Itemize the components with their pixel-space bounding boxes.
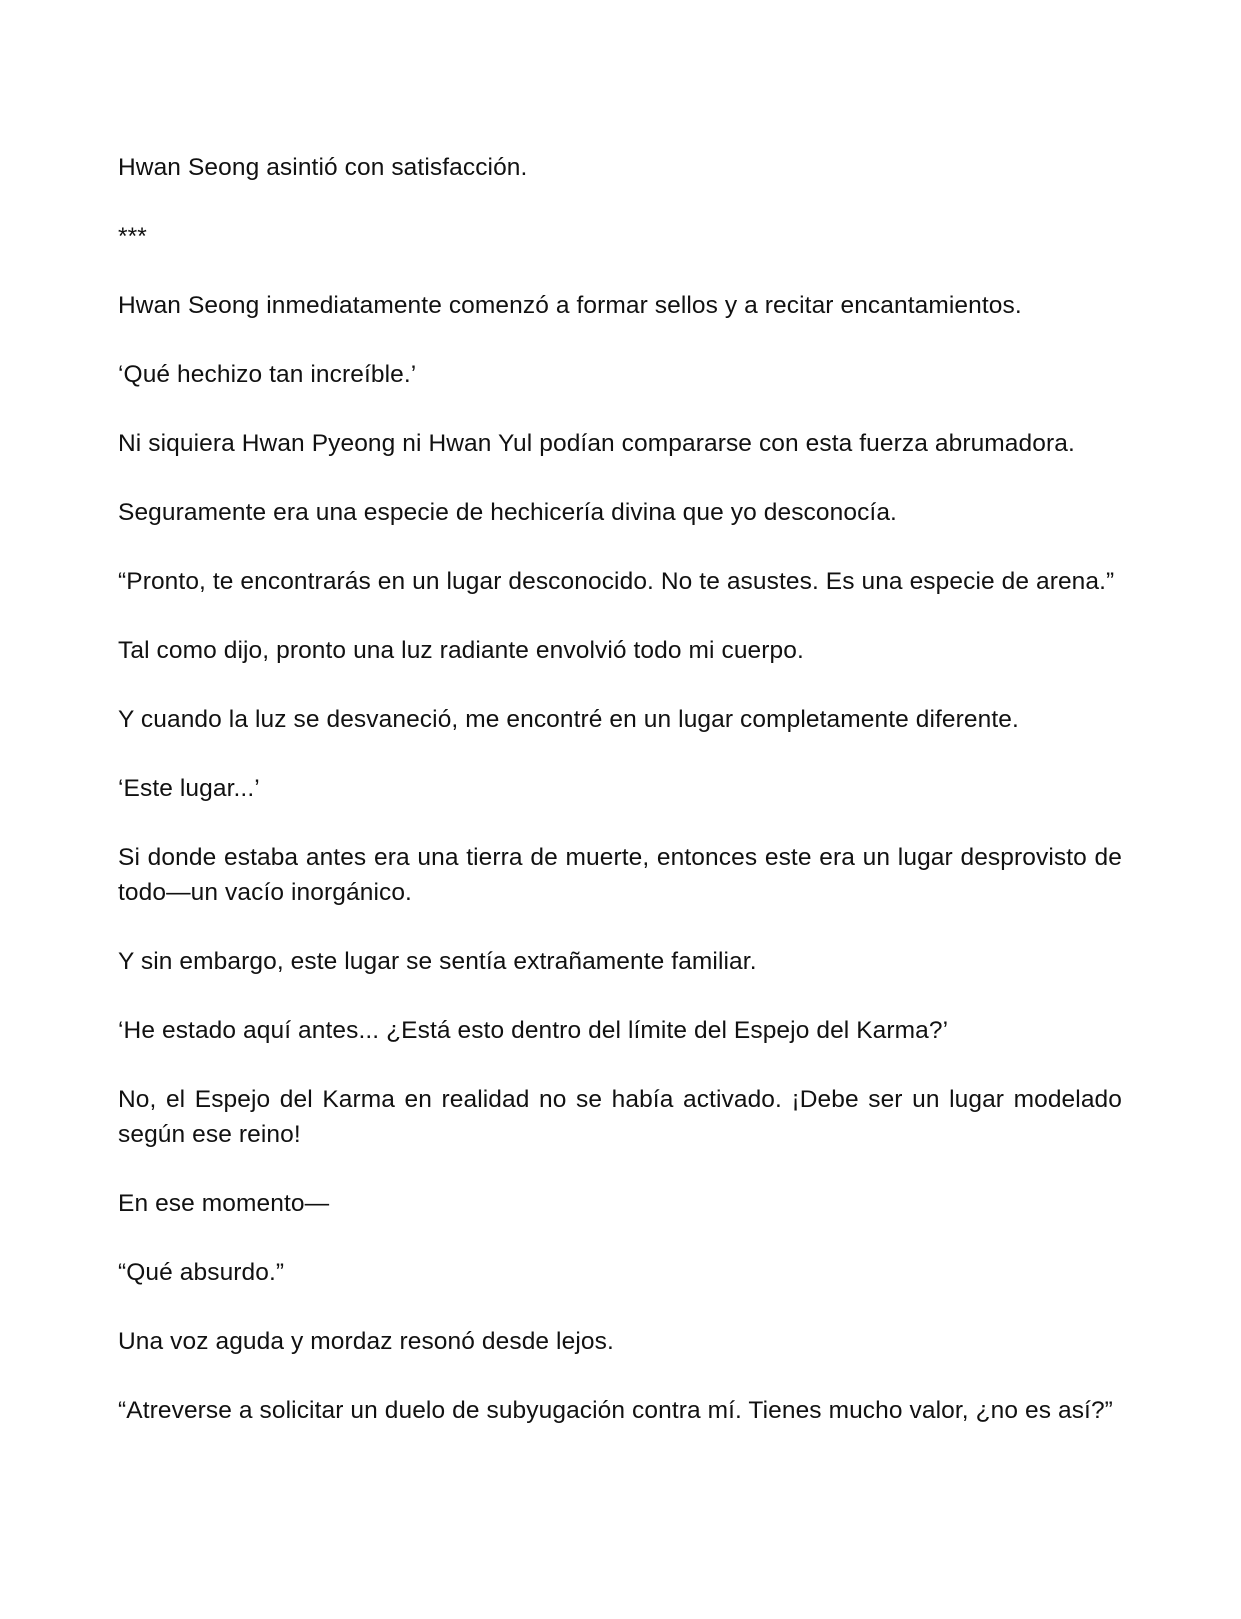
paragraph: Una voz aguda y mordaz resonó desde lejos. <box>118 1328 614 1355</box>
paragraph: No, el Espejo del Karma en realidad no se había activado. ¡Debe ser un lugar modelado según ese reino! <box>118 1086 1122 1148</box>
paragraph: “Qué absurdo.” <box>118 1259 285 1286</box>
paragraph: Y cuando la luz se desvaneció, me encontré en un lugar completamente diferente. <box>118 706 1019 733</box>
paragraph: Ni siquiera Hwan Pyeong ni Hwan Yul podían compararse con esta fuerza abrumadora. <box>118 430 1075 457</box>
paragraph: ‘Qué hechizo tan increíble.’ <box>118 361 417 388</box>
paragraph: Tal como dijo, pronto una luz radiante envolvió todo mi cuerpo. <box>118 637 804 664</box>
paragraph: Y sin embargo, este lugar se sentía extrañamente familiar. <box>118 948 757 975</box>
paragraph: ‘Este lugar...’ <box>118 775 260 802</box>
document-body <box>118 150 1122 1462</box>
paragraph: Hwan Seong asintió con satisfacción. <box>118 154 528 181</box>
paragraph: Hwan Seong inmediatamente comenzó a formar sellos y a recitar encantamientos. <box>118 292 1022 319</box>
paragraph: Si donde estaba antes era una tierra de muerte, entonces este era un lugar desprovisto de todo—un vacío inorgánico. <box>118 844 1122 906</box>
section-break: *** <box>118 223 147 250</box>
paragraph: Seguramente era una especie de hechicería divina que yo desconocía. <box>118 499 897 526</box>
paragraph: En ese momento— <box>118 1190 330 1217</box>
paragraph: ‘He estado aquí antes... ¿Está esto dentro del límite del Espejo del Karma?’ <box>118 1017 949 1044</box>
paragraph: “Pronto, te encontrarás en un lugar desconocido. No te asustes. Es una especie de arena.” <box>118 568 1115 595</box>
paragraph: “Atreverse a solicitar un duelo de subyugación contra mí. Tienes mucho valor, ¿no es así?” <box>118 1397 1113 1424</box>
